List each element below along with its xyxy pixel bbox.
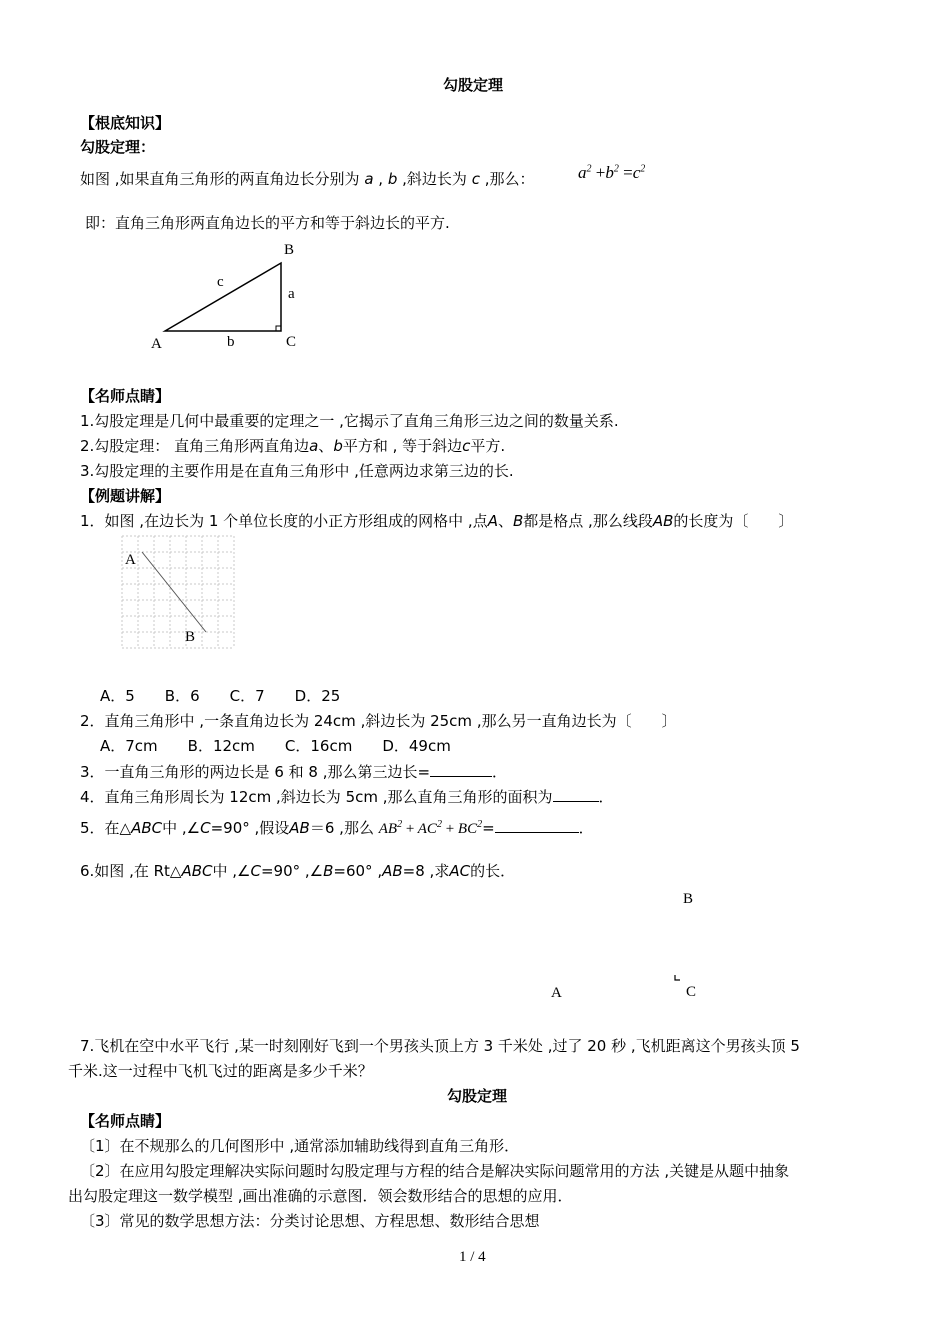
- q6-text: 的长．: [470, 862, 516, 880]
- section-2-tips-heading: 【名师点睛】: [80, 1112, 171, 1130]
- side-label-b: b: [227, 334, 235, 350]
- q5-text: =90° ,假设: [210, 819, 290, 837]
- q1-text: 都是格点 ,那么线段: [523, 512, 653, 530]
- tip-2: [80, 436, 505, 456]
- equals-sign: =: [623, 163, 633, 182]
- point-b: B: [512, 512, 524, 530]
- segment-ab: AB: [382, 862, 403, 880]
- tip-2-text: 2.勾股定理： 直角三角形两直角边: [80, 437, 310, 455]
- vertex-label-b: B: [284, 242, 295, 258]
- var-b: b: [333, 437, 343, 455]
- q5-text: ．: [578, 819, 594, 837]
- q6-text: =90° ,∠: [260, 862, 324, 880]
- var-b: b: [387, 170, 398, 188]
- theorem-text-pre: 如图 ,如果直角三角形的两直角边长分别为: [80, 170, 360, 188]
- vertex-label-c: C: [286, 334, 297, 350]
- term-ab: AB: [378, 821, 398, 837]
- q6-text: =8 ,求: [402, 862, 450, 880]
- question-4: [80, 787, 614, 807]
- q5-formula: [379, 821, 482, 837]
- plus-sign: +: [595, 163, 606, 182]
- segment-ac: AC: [449, 862, 471, 880]
- tip-para-2-line-2: 出勾股定理这一数学模型 ,画出准确的示意图．领会数形结合的思想的应用．: [68, 1187, 573, 1205]
- question-1: [80, 511, 793, 531]
- q5-text: 5．在△: [80, 819, 132, 837]
- grid-label-b: B: [185, 629, 196, 645]
- angle-c: C: [200, 819, 211, 837]
- right-triangle-figure: [140, 236, 320, 356]
- section-basic-heading: 【根底知识】: [80, 114, 171, 132]
- right-angle-mark: [675, 975, 680, 980]
- grid-label-a: A: [125, 552, 136, 568]
- pythagorean-formula: [578, 163, 645, 183]
- plus-sign: +: [405, 821, 415, 837]
- question-2: 2．直角三角形中 ,一条直角边长为 24cm ,斜边长为 25cm ,那么另一直角边长为〔 〕: [80, 712, 677, 730]
- section-examples-heading: 【例题讲解】: [80, 487, 171, 505]
- exponent: 2: [436, 819, 442, 830]
- q6-label-b: B: [683, 891, 694, 907]
- equals-sign: =: [482, 819, 495, 837]
- segment-ab: AB: [289, 819, 310, 837]
- formula-c: c: [632, 163, 641, 182]
- q5-text: 中 ,∠: [162, 819, 201, 837]
- exponent: 2: [397, 819, 403, 830]
- q3-text: ．: [492, 763, 508, 781]
- tip-3: 3.勾股定理的主要作用是在直角三角形中 ,任意两边求第三边的长.: [80, 462, 514, 480]
- segment-ab-line: [142, 552, 206, 632]
- side-label-c: c: [217, 274, 224, 290]
- triangle-abc: ABC: [181, 862, 213, 880]
- tip-2-text: 平方和 , 等于斜边: [342, 437, 463, 455]
- term-ac: AC: [417, 821, 437, 837]
- page-title: 勾股定理: [443, 76, 504, 94]
- q1-text: 的长度为〔 〕: [673, 512, 794, 530]
- exponent: 2: [477, 819, 483, 830]
- theorem-statement: [80, 169, 535, 189]
- theorem-text-post: ,那么：: [479, 170, 535, 188]
- side-label-a: a: [288, 286, 295, 302]
- term-bc: BC: [457, 821, 478, 837]
- tip-para-2-line-1: 〔2〕在应用勾股定理解决实际问题时勾股定理与方程的结合是解决实际问题常用的方法 ,关键是从题中抽象: [80, 1162, 790, 1180]
- q6-label-c: C: [686, 984, 697, 1000]
- var-a: a: [309, 437, 319, 455]
- q1-text: 1．如图 ,在边长为 1 个单位长度的小正方形组成的网格中 ,点: [80, 512, 488, 530]
- angle-c: C: [250, 862, 261, 880]
- q6-text: =60° ,: [333, 862, 383, 880]
- tip-1: 1.勾股定理是几何中最重要的定理之一 ,它揭示了直角三角形三边之间的数量关系.: [80, 412, 619, 430]
- question-3: [80, 762, 507, 782]
- tip-2-text: 平方.: [470, 437, 506, 455]
- sep: 、: [497, 512, 513, 530]
- q6-text: 6.如图 ,在 Rt△: [80, 862, 182, 880]
- formula-a: a: [578, 163, 587, 182]
- sep: ,: [373, 170, 384, 188]
- segment-ab: AB: [652, 512, 674, 530]
- page-number: 1 / 4: [459, 1249, 486, 1265]
- grid-figure: [118, 532, 242, 652]
- sep: ,斜边长为: [397, 170, 467, 188]
- q6-figure: [540, 884, 710, 1004]
- exponent: 2: [586, 163, 592, 175]
- section-tips-heading: 【名师点睛】: [80, 387, 171, 405]
- question-5: [80, 818, 594, 839]
- exponent: 2: [613, 163, 619, 175]
- q1-options: A．5 B．6 C．7 D．25: [100, 687, 341, 705]
- question-6: [80, 861, 515, 881]
- theorem-explanation: 即：直角三角形两直角边长的平方和等于斜边长的平方.: [85, 214, 450, 232]
- exponent: 2: [640, 163, 646, 175]
- q4-text: 4．直角三角形周长为 12cm ,斜边长为 5cm ,那么直角三角形的面积为: [80, 788, 553, 806]
- vertex-label-a: A: [151, 336, 162, 352]
- sep: 、: [318, 437, 334, 455]
- var-c: c: [471, 170, 480, 188]
- answer-blank: [495, 818, 579, 833]
- section-2-title: 勾股定理: [447, 1087, 508, 1105]
- triangle-abc: ABC: [131, 819, 163, 837]
- formula-b: b: [605, 163, 614, 182]
- q6-label-a: A: [551, 985, 562, 1001]
- q3-text: 3．一直角三角形的两边长是 6 和 8 ,那么第三边长=: [80, 763, 431, 781]
- angle-b: B: [323, 862, 334, 880]
- tip-para-1: 〔1〕在不规那么的几何图形中 ,通常添加辅助线得到直角三角形．: [80, 1137, 520, 1155]
- grid-lines: [122, 536, 234, 648]
- var-c: c: [462, 437, 471, 455]
- question-7-line-2: 千米.这一过程中飞机飞过的距离是多少千米？: [68, 1062, 373, 1080]
- var-a: a: [364, 170, 374, 188]
- plus-sign: +: [445, 821, 455, 837]
- tip-para-3: 〔3〕常见的数学思想方法：分类讨论思想、方程思想、数形结合思想: [80, 1212, 540, 1230]
- question-7-line-1: 7.飞机在空中水平飞行 ,某一时刻刚好飞到一个男孩头顶上方 3 千米处 ,过了 20 秒 ,飞机距离这个男孩头顶 5: [80, 1037, 800, 1055]
- q5-text: ＝6 ,那么: [309, 819, 374, 837]
- theorem-heading: 勾股定理：: [80, 138, 156, 156]
- q4-text: ．: [598, 788, 614, 806]
- q6-text: 中 ,∠: [212, 862, 251, 880]
- answer-blank: [430, 762, 492, 777]
- q2-options: A．7cm B．12cm C．16cm D．49cm: [100, 737, 451, 755]
- answer-blank: [553, 787, 599, 802]
- point-a: A: [487, 512, 498, 530]
